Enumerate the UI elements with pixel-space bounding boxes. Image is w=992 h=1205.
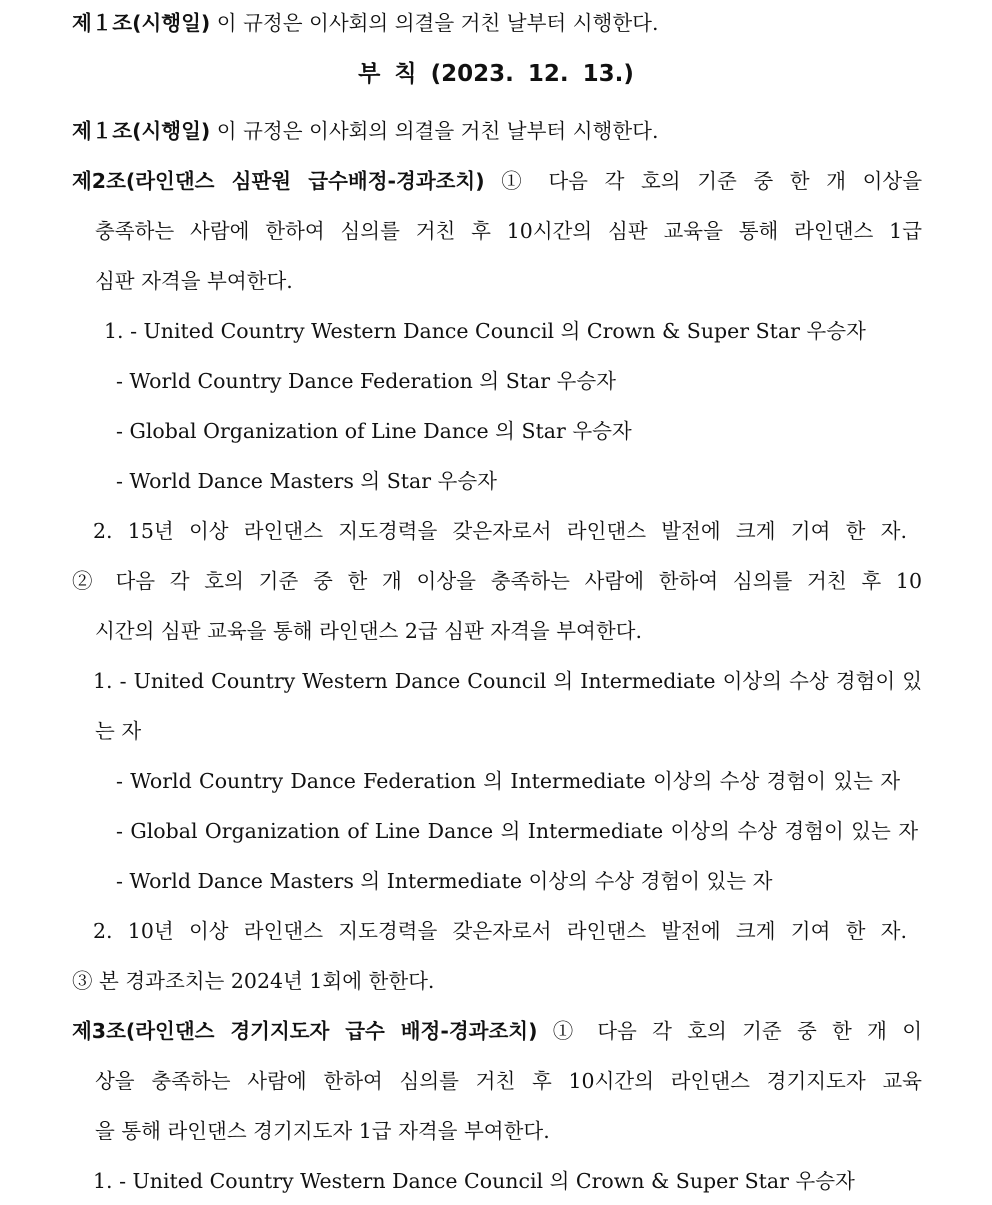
- list-item: - Global Organization of Line Dance 의 Star 우승자: [116, 419, 632, 443]
- list-item: - World Country Dance Federation 의 Intermediate 이상의 수상 경험이 있는 자: [116, 769, 900, 793]
- list-item: 2. 10년 이상 라인댄스 지도경력을 갖은자로서 라인댄스 발전에 크게 기여 한 자.: [93, 919, 907, 943]
- article-text-line: 심판 자격을 부여한다.: [95, 269, 293, 293]
- paragraph-2: ② 다음 각 호의 기준 중 한 개 이상을 충족하는 사람에 한하여 심의를 거친 후 10: [72, 569, 922, 593]
- supplementary-title: 부 칙 (2023. 12. 13.): [358, 61, 634, 87]
- paragraph-3: ③ 본 경과조치는 2024년 1회에 한한다.: [72, 969, 435, 993]
- list-item: - World Dance Masters 의 Star 우승자: [116, 469, 497, 493]
- article-3-first-line: [72, 1018, 922, 1044]
- list-item-continuation: 는 자: [95, 719, 142, 743]
- article-1-top: [72, 10, 992, 36]
- article-text-line: 을 통해 라인댄스 경기지도자 1급 자격을 부여한다.: [95, 1119, 550, 1143]
- article-text-line: 상을 충족하는 사람에 한하여 심의를 거친 후 10시간의 라인댄스 경기지도자 교육: [95, 1069, 922, 1093]
- article-2-first-line: [72, 168, 922, 194]
- list-item: - World Country Dance Federation 의 Star 우승자: [116, 369, 616, 393]
- list-item: 1. - United Country Western Dance Council 의 Crown & Super Star 우승자: [104, 319, 866, 343]
- list-item: - World Dance Masters 의 Intermediate 이상의 수상 경험이 있는 자: [116, 869, 773, 893]
- article-text: 이 규정은 이사회의 의결을 거친 날부터 시행한다.: [210, 11, 659, 35]
- article-text: 이 규정은 이사회의 의결을 거친 날부터 시행한다.: [210, 119, 659, 143]
- article-1: [72, 118, 992, 144]
- article-text-line: 시간의 심판 교육을 통해 라인댄스 2급 심판 자격을 부여한다.: [95, 619, 642, 643]
- article-heading: 제2조(라인댄스 심판원 급수배정-경과조치): [72, 169, 485, 193]
- list-item: - Global Organization of Line Dance 의 Intermediate 이상의 수상 경험이 있는 자: [116, 819, 918, 843]
- list-item: 1. - United Country Western Dance Council 의 Crown & Super Star 우승자: [93, 1169, 855, 1193]
- list-item: 2. 15년 이상 라인댄스 지도경력을 갖은자로서 라인댄스 발전에 크게 기여 한 자.: [93, 519, 907, 543]
- article-heading: 제１조(시행일): [72, 11, 211, 35]
- article-text: ① 다음 각 호의 기준 중 한 개 이상을: [484, 169, 923, 193]
- article-heading: 제１조(시행일): [72, 119, 211, 143]
- article-text-line: 충족하는 사람에 한하여 심의를 거친 후 10시간의 심판 교육을 통해 라인댄스 1급: [95, 219, 922, 243]
- article-heading: 제3조(라인댄스 경기지도자 급수 배정-경과조치): [72, 1019, 538, 1043]
- article-text: ① 다음 각 호의 기준 중 한 개 이: [537, 1019, 922, 1043]
- list-item: 1. - United Country Western Dance Council 의 Intermediate 이상의 수상 경험이 있: [93, 669, 922, 693]
